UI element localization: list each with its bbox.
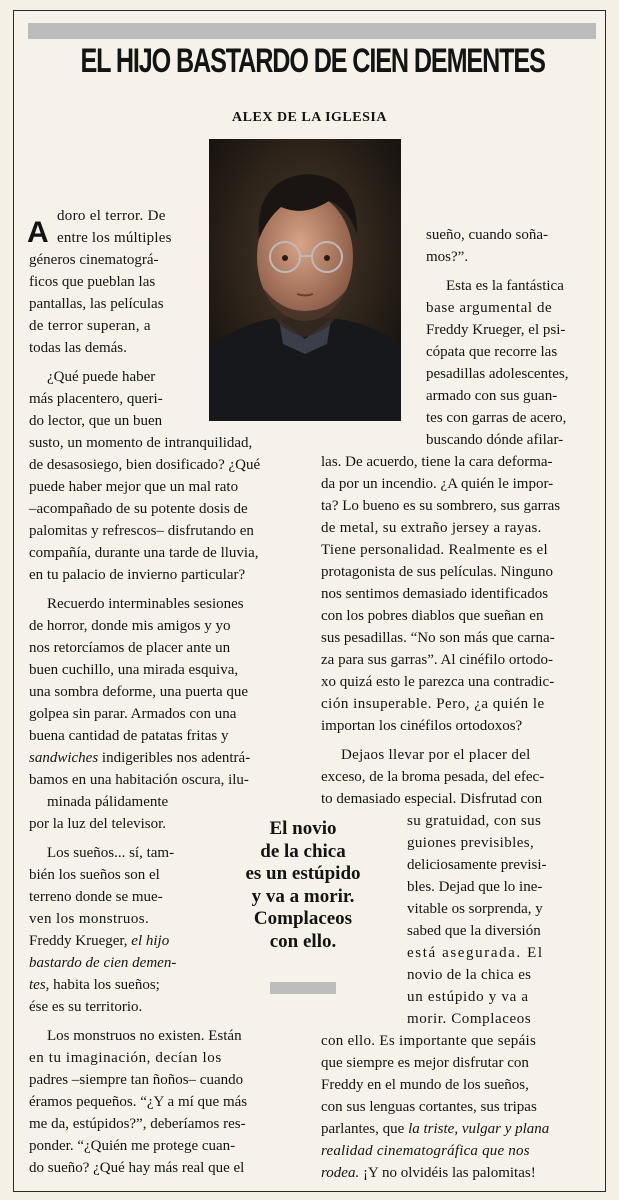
right-line: con sus lenguas cortantes, sus tripas xyxy=(321,1099,537,1115)
left-line: ficos que pueblan las xyxy=(29,274,156,290)
left-line-italic: bastardo de cien demen- xyxy=(29,955,177,971)
pull-quote-line: y va a morir. xyxy=(251,885,355,907)
left-line-row xyxy=(29,747,250,769)
right-line: importan los cinéfilos ortodoxos? xyxy=(321,718,523,734)
right-line: las. De acuerdo, tiene la cara deforma- xyxy=(321,454,553,470)
left-line: todas las demás. xyxy=(29,340,127,356)
right-line: Esta es la fantástica xyxy=(446,278,564,294)
pull-quote-line: con ello. xyxy=(269,930,337,952)
left-line: ¿Qué puede haber xyxy=(47,369,156,385)
left-line: buen cuchillo, una mirada esquiva, xyxy=(29,662,239,678)
right-line: protagonista de sus películas. Ninguno xyxy=(321,564,554,580)
left-line: entre los múltiples xyxy=(57,230,172,246)
left-line: bién los sueños son el xyxy=(29,867,160,883)
right-line: Dejaos llevar por el placer del xyxy=(341,747,531,763)
right-line-italic: la triste, vulgar y plana xyxy=(408,1121,550,1137)
pull-quote-line: El novio xyxy=(269,818,337,839)
left-line-row xyxy=(29,974,160,996)
right-line: guiones previsibles, xyxy=(407,835,535,851)
pull-quote-line: es un estúpido xyxy=(245,863,361,884)
left-line: ése es su territorio. xyxy=(29,999,143,1015)
right-line: sueño, cuando soña- xyxy=(426,227,549,243)
right-line: to demasiado especial. Disfrutad con xyxy=(321,791,543,807)
right-line: que siempre es mejor disfrutar con xyxy=(321,1055,529,1071)
left-line: en tu imaginación, decían los xyxy=(29,1050,222,1066)
left-line: puede haber mejor que un mal rato xyxy=(29,479,239,495)
right-line: pesadillas adolescentes, xyxy=(426,366,569,382)
left-line: habita los sueños; xyxy=(53,977,160,993)
left-line: palomitas y refrescos– disfrutando en xyxy=(29,523,254,539)
left-line: Los monstruos no existen. Están xyxy=(47,1028,242,1044)
right-line: base argumental de xyxy=(426,300,553,316)
left-line: pantallas, las películas xyxy=(29,296,164,312)
header-bar xyxy=(28,23,596,39)
right-line: armado con sus guan- xyxy=(426,388,558,404)
article-title: EL HIJO BASTARDO DE CIEN DEMENTES xyxy=(80,42,545,80)
pull-quote-line: Complaceos xyxy=(253,908,353,929)
left-line: golpea sin parar. Armados con una xyxy=(29,706,237,722)
drop-cap: A xyxy=(27,216,49,249)
right-line: ción insuperable. Pero, ¿a quién le xyxy=(321,696,545,712)
author-photo xyxy=(209,139,401,421)
left-line-italic: el hijo xyxy=(131,933,170,949)
left-line: de desasosiego, bien dosificado? ¿Qué xyxy=(29,457,261,473)
right-line-row xyxy=(321,1118,549,1140)
portrait-photo-icon xyxy=(209,139,401,421)
left-line: por la luz del televisor. xyxy=(29,816,167,832)
right-line-italic: rodea. xyxy=(321,1165,360,1181)
right-line: Tiene personalidad. Realmente es el xyxy=(321,542,548,558)
right-line: mos?”. xyxy=(426,249,469,265)
article-author: ALEX DE LA IGLESIA xyxy=(232,110,387,125)
right-line: da por un incendio. ¿A quién le impor- xyxy=(321,476,554,492)
left-line: compañía, durante una tarde de lluvia, xyxy=(29,545,259,561)
right-line: un estúpido y va a xyxy=(407,989,529,1005)
right-line: ¡Y no olvidéis las palomitas! xyxy=(362,1165,536,1181)
right-line: nos sentimos demasiado identificados xyxy=(321,586,549,602)
left-line-italic: sandwiches xyxy=(29,750,99,766)
right-line: con los pobres diablos que sueñan en xyxy=(321,608,544,624)
right-line: vitable os sorprenda, y xyxy=(407,901,543,917)
left-line: buena cantidad de patatas fritas y xyxy=(29,728,229,744)
left-line: –acompañado de su potente dosis de xyxy=(29,501,248,517)
left-line: doro el terror. De xyxy=(57,208,166,224)
left-line: más placentero, queri- xyxy=(29,391,163,407)
right-line: novio de la chica es xyxy=(407,967,532,983)
right-line: exceso, de la broma pesada, del efec- xyxy=(321,769,545,785)
left-line: susto, un momento de intranquilidad, xyxy=(29,435,253,451)
left-line: en tu palacio de invierno particular? xyxy=(29,567,246,583)
left-line: bamos en una habitación oscura, ilu- xyxy=(29,772,249,788)
right-line: sabed que la diversión xyxy=(407,923,541,939)
right-line: xo quizá esto le parezca una contradic- xyxy=(321,674,555,690)
right-line: buscando dónde afilar- xyxy=(426,432,564,448)
left-line: géneros cinematográ- xyxy=(29,252,159,268)
left-line: éramos pequeños. “¿Y a mí que más xyxy=(29,1094,248,1110)
right-line: con ello. Es importante que sepáis xyxy=(321,1033,537,1049)
right-line: sus pesadillas. “No son más que carna- xyxy=(321,630,555,646)
right-line: está asegurada. El xyxy=(407,945,544,961)
left-line: do lector, que un buen xyxy=(29,413,163,429)
right-line: bles. Dejad que lo ine- xyxy=(407,879,543,895)
right-line: morir. Complaceos xyxy=(407,1011,532,1027)
left-line: Freddy Krueger, xyxy=(29,933,128,949)
right-line: za para sus garras”. Al cinéfilo ortodo- xyxy=(321,652,553,668)
right-line: tes con garras de acero, xyxy=(426,410,567,426)
left-line: nos retorcíamos de placer ante un xyxy=(29,640,231,656)
left-line: Los sueños... sí, tam- xyxy=(47,845,175,861)
right-line: ta? Lo bueno es su sombrero, sus garras xyxy=(321,498,561,514)
left-line: padres –siempre tan ñoños– cuando xyxy=(29,1072,244,1088)
left-line: de horror, donde mis amigos y yo xyxy=(29,618,231,634)
left-line-row xyxy=(29,930,169,952)
left-line: Recuerdo interminables sesiones xyxy=(47,596,244,612)
left-line: do sueño? ¿Qué hay más real que el xyxy=(29,1160,245,1176)
pull-quote-bar xyxy=(270,982,336,994)
left-line: una sombra deforme, una puerta que xyxy=(29,684,249,700)
left-line: terreno donde se mue- xyxy=(29,889,163,905)
right-line: cópata que recorre las xyxy=(426,344,558,360)
left-line-italic: tes, xyxy=(29,977,50,993)
right-line: de metal, su extraño jersey a rayas. xyxy=(321,520,542,536)
right-line: Freddy Krueger, el psi- xyxy=(426,322,566,338)
right-line: Freddy en el mundo de los sueños, xyxy=(321,1077,529,1093)
left-line: ven los monstruos. xyxy=(29,911,150,927)
left-line: de terror superan, a xyxy=(29,318,151,334)
pull-quote xyxy=(228,818,378,953)
right-line: su gratuidad, con sus xyxy=(407,813,542,829)
left-line: minada pálidamente xyxy=(47,794,169,810)
left-line: me da, estúpidos?”, deberíamos res- xyxy=(29,1116,246,1132)
right-line: parlantes, que xyxy=(321,1121,405,1137)
left-line: indigeribles nos adentrá- xyxy=(101,750,251,766)
right-line: deliciosamente previsi- xyxy=(407,857,547,873)
right-line-italic: realidad cinematográfica que nos xyxy=(321,1143,530,1159)
right-line-row xyxy=(321,1162,536,1184)
pull-quote-line: de la chica xyxy=(260,840,346,862)
left-line: ponder. “¿Quién me protege cuan- xyxy=(29,1138,236,1154)
